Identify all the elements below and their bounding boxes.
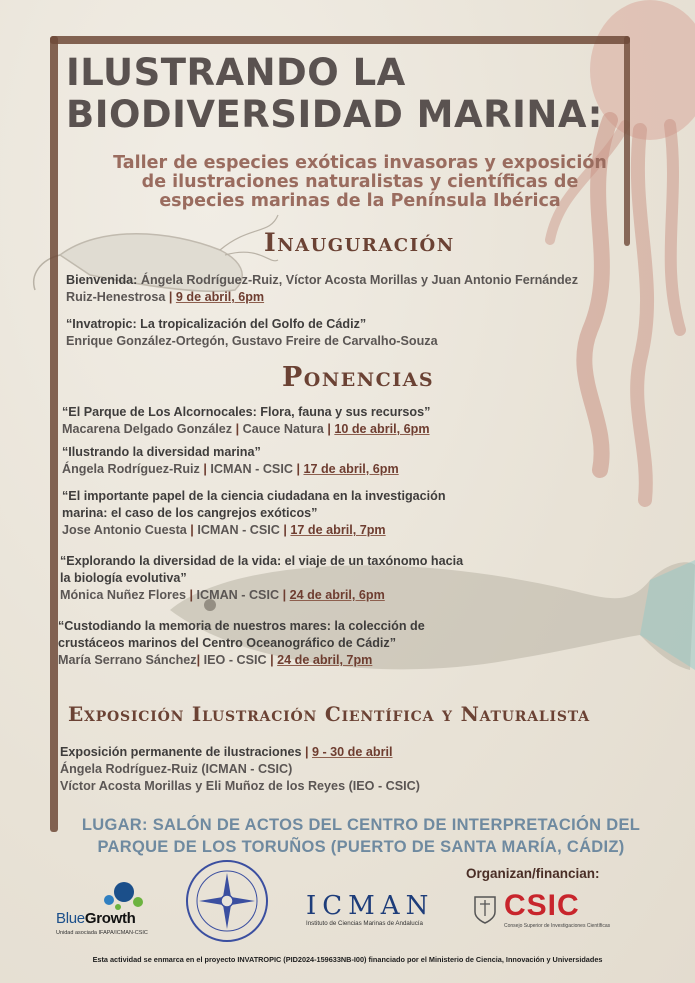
icman-logo [306,892,456,932]
talk-title: “Custodiando la memoria de nuestros mares: la colección de [58,619,425,633]
separator: | [296,462,300,476]
section-heading-ponencias: Ponencias [282,362,435,393]
talk-1 [62,444,642,478]
separator: | [327,422,331,436]
talk-speaker: Macarena Delgado González [62,422,233,436]
talk-org: IEO - CSIC [203,653,267,667]
talk-speaker: Ángela Rodríguez-Ruiz [62,462,200,476]
talk-org: ICMAN - CSIC [196,588,280,602]
bienvenida-names: Ángela Rodríguez-Ruiz, Víctor Acosta Morillas y Juan Antonio Fernández [137,273,578,287]
separator: | [282,588,287,602]
bienvenida-item [66,272,636,306]
csic-name: CSIC [504,889,580,922]
frame-top [50,36,630,44]
talk-title: “Invatropic: La tropicalización del Golfo de Cádiz” [66,317,367,331]
parque-toruños-seal-icon [184,858,270,944]
bienvenida-date: 9 de abril, 6pm [175,290,265,304]
talk-speaker: Mónica Nuñez Flores [60,588,186,602]
talk-title: “Explorando la diversidad de la vida: el viaje de un taxónomo hacia [60,554,464,568]
venue-line-2: PARQUE DE LOS TORUÑOS (PUERTO DE SANTA MARÍA, CÁDIZ) [97,838,625,856]
talk-0 [62,404,642,438]
talk-org: ICMAN - CSIC [197,523,280,537]
subtitle-line-1: Taller de especies exóticas invasoras y exposición [113,153,607,173]
venue-info [56,814,666,858]
separator: | [270,653,274,667]
separator: | [190,523,194,537]
subtitle-line-2: de ilustraciones naturalistas y científicas de [141,172,579,192]
talk-org: ICMAN - CSIC [210,462,293,476]
bluegrowth-logo [52,880,162,940]
bluegrowth-name-b: Growth [84,910,136,927]
talk-title: “El Parque de Los Alcornocales: Flora, fauna y sus recursos” [62,405,431,419]
exposicion-date: 9 - 30 de abril [311,745,393,759]
talk-date: 24 de abril, 7pm [277,653,373,667]
talk-title-2: marina: el caso de los cangrejos exóticos” [62,506,318,520]
venue-line-1: LUGAR: SALÓN DE ACTOS DEL CENTRO DE INTERPRETACIÓN DEL [81,816,641,834]
separator: | [203,462,207,476]
separator: | [168,290,173,304]
bienvenida-label: Bienvenida: [66,273,138,287]
exposicion-artist-2: Víctor Acosta Morillas y Eli Muñoz de los Reyes (IEO - CSIC) [60,779,420,793]
bluegrowth-subtitle: Unidad asociada IFAPA/ICMAN-CSIC [56,930,148,936]
talk-3 [60,553,650,604]
talk-title: “Ilustrando la diversidad marina” [62,445,261,459]
exposicion-label: Exposición permanente de ilustraciones [60,745,302,759]
talk-speaker: Jose Antonio Cuesta [62,523,187,537]
talk-title-2: crustáceos marinos del Centro Oceanográfico de Cádiz” [58,636,397,650]
separator: | [235,422,240,436]
icman-name: ICMAN [306,891,435,921]
talk-speaker: María Serrano Sánchez [58,653,197,667]
subtitle-line-3: especies marinas de la Península Ibérica [159,191,561,211]
exposicion-artist-1: Ángela Rodríguez-Ruiz (ICMAN - CSIC) [60,762,293,776]
exposicion-item [60,744,620,795]
bluegrowth-name-a: Blue [56,910,85,927]
bluegrowth-dots-icon [94,880,154,910]
poster-title [66,52,626,136]
separator: | [304,745,309,759]
title-line-2: BIODIVERSIDAD MARINA: [66,93,603,136]
talk-4 [58,618,648,669]
csic-shield-icon [472,894,498,924]
invatropic-talk [66,316,636,350]
separator: | [189,588,193,602]
talk-speakers: Enrique González-Ortegón, Gustavo Freire de Carvalho-Souza [66,334,438,348]
talk-2 [62,488,652,539]
funding-footer: Esta actividad se enmarca en el proyecto INVATROPIC (PID2024-159633NB-I00) financiado por el Ministerio de Ciencia, Innovación y Universidades [92,955,603,964]
icman-subtitle: Instituto de Ciencias Marinas de Andalucía [306,920,423,927]
talk-date: 24 de abril, 6pm [289,588,385,602]
csic-logo [470,890,620,936]
talk-title: “El importante papel de la ciencia ciudadana en la investigación [62,489,446,503]
separator: | [196,653,201,667]
bienvenida-names-2: Ruiz-Henestrosa [66,290,166,304]
talk-date: 17 de abril, 7pm [290,523,386,537]
csic-subtitle: Consejo Superior de Investigaciones Científicas [504,923,611,929]
talk-title-2: la biología evolutiva” [60,571,187,585]
separator: | [283,523,287,537]
section-heading-inauguracion: Inauguración [264,228,455,257]
title-line-1: ILUSTRANDO LA [66,51,406,94]
fish-illustration [150,520,695,700]
section-heading-exposicion: Exposición Ilustración Científica y Naturalista [68,702,590,726]
poster-subtitle [40,154,680,211]
organizers-label: Organizan/financian: [466,866,600,881]
talk-org: Cauce Natura [242,422,324,436]
talk-date: 10 de abril, 6pm [334,422,430,436]
talk-date: 17 de abril, 6pm [303,462,399,476]
